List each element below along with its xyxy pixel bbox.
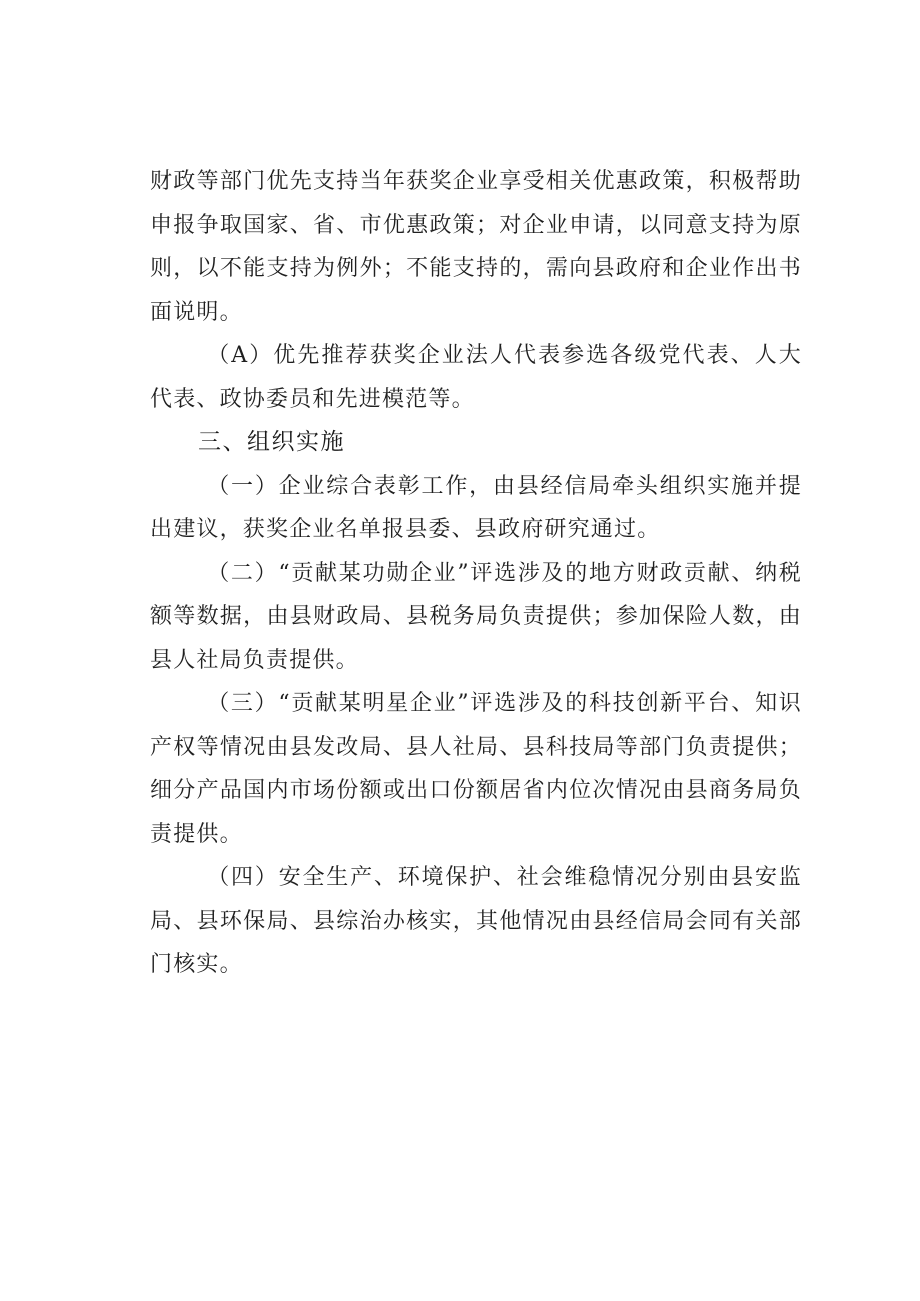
paragraph-policy-support: 财政等部门优先支持当年获奖企业享受相关优惠政策，积极帮助申报争取国家、省、市优惠政策；对企业申请，以同意支持为原则，以不能支持为例外；不能支持的，需向县政府和企业作出书面说明。 [150, 169, 802, 325]
document-body [150, 160, 802, 987]
section-heading-organization: 三、组织实施 [198, 429, 345, 455]
paragraph-item-four: （四）安全生产、环境保护、社会维稳情况分别由县安监局、县环保局、县综治办核实，其他情况由县经信局会同有关部门核实。 [150, 865, 802, 977]
paragraph-recommend-representatives: （A）优先推荐获奖企业法人代表参选各级党代表、人大代表、政协委员和先进模范等。 [150, 343, 802, 412]
paragraph-item-two: （二）“贡献某功勋企业”评选涉及的地方财政贡献、纳税额等数据，由县财政局、县税务局负责提供；参加保险人数，由县人社局负责提供。 [150, 560, 802, 673]
paragraph-item-three: （三）“贡献某明星企业”评选涉及的科技创新平台、知识产权等情况由县发改局、县人社局、县科技局等部门负责提供；细分产品国内市场份额或出口份额居省内位次情况由县商务局负责提供。 [150, 691, 802, 847]
paragraph-item-one: （一）企业综合表彰工作，由县经信局牵头组织实施并提出建议，获奖企业名单报县委、县政府研究通过。 [150, 473, 802, 542]
